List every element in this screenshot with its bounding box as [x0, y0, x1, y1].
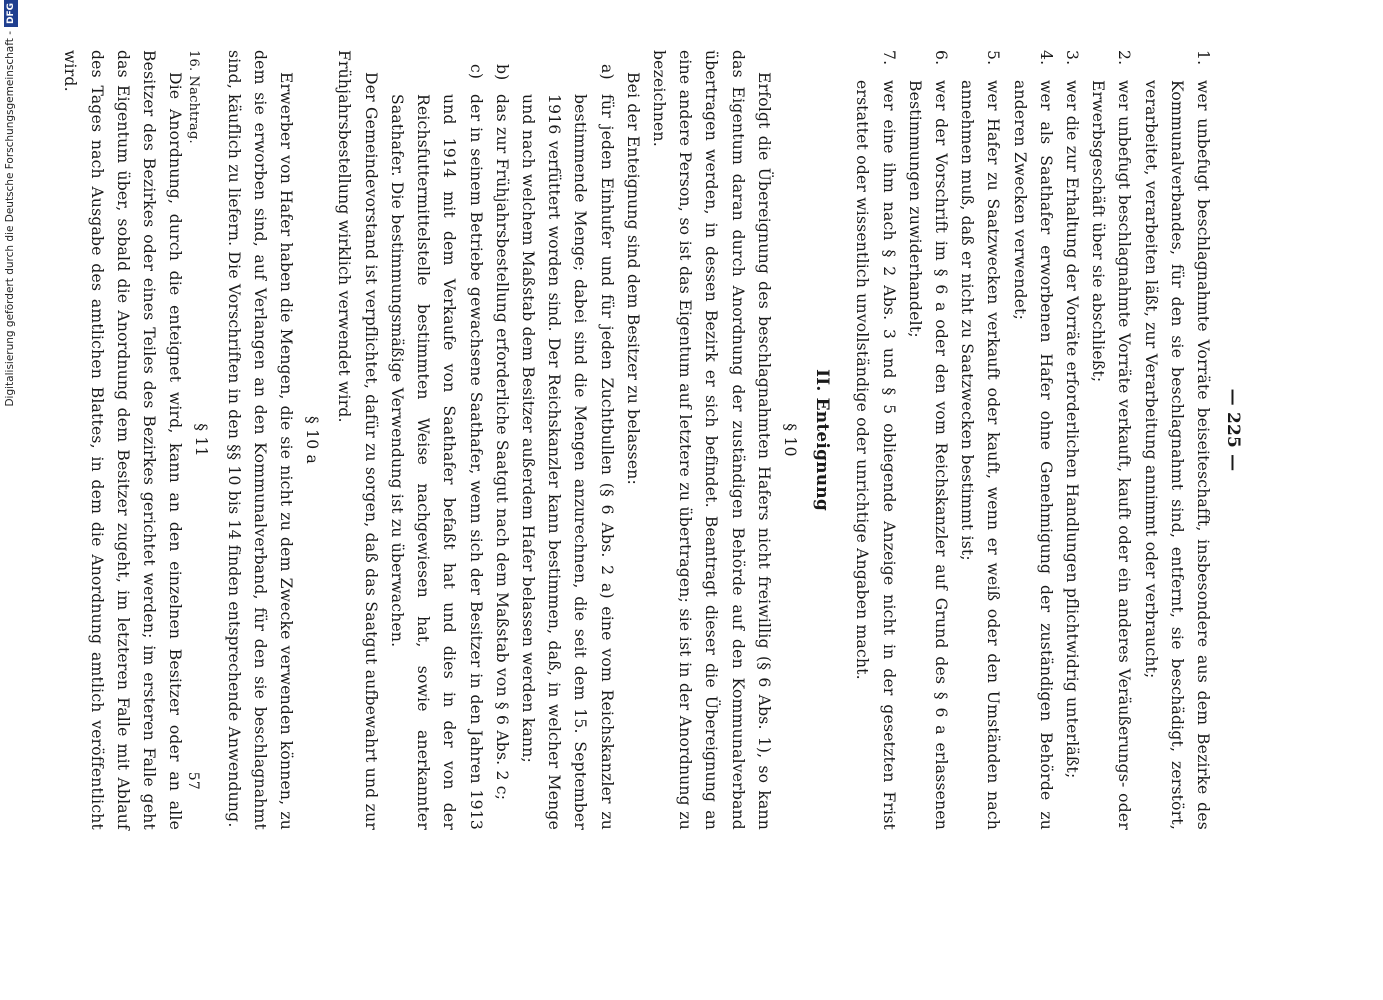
- sub-item-text: das zur Frühjahrsbestellung erforderliche Saatgut nach dem Maßstab von § 6 Abs. 2 c;: [492, 94, 511, 801]
- list-item-number: 7.: [879, 50, 898, 66]
- page-number: — 225 —: [1223, 388, 1243, 472]
- list-item-text: wer eine ihm nach § 2 Abs. 3 und § 5 obliegende Anzeige nicht in der gesetzten Frist erstattet oder wissentlich unvollständige oder unrichtige Angaben macht.: [853, 80, 898, 830]
- section-10-title: § 10: [780, 423, 799, 457]
- section-10-paragraph: Erfolgt die Übereignung des beschlagnahmten Hafers nicht freiwillig (§ 6 Abs. 1), so kann das Eigentum daran durch Anordnung der zuständigen Behörde auf den Kommunalverband übertragen werden, in dessen Bezirk er sich befindet. Beantragt dieser die Übereignung an eine andere Person, so ist das Eigentum auf letztere zu übertragen; sie ist in der Anordnung zu bezeichnen.: [649, 50, 773, 830]
- list-item-number: 5.: [984, 50, 1003, 66]
- digitization-note: [2, 0, 18, 1000]
- section-11-text: Die Anordnung, durch die enteignet wird, kann an den einzelnen Besitzer oder an alle Besitzer des Bezirkes oder eines Teiles des Bezirkes gerichtet werden; im ersteren Falle geht das Eigentum über, sobald die Anordnung dem Besitzer zugeht, im letzteren Falle mit Ablauf des Tages nach Ausgabe des amtlichen Blattes, in dem die Anordnung amtlich veröffentlicht wird.: [61, 50, 185, 830]
- section-10-paragraph-2: Der Gemeindevorstand ist verpflichtet, dafür zu sorgen, daß das Saatgut aufbewahrt und zur Frühjahrsbestellung wirklich verwendet wird.: [335, 50, 380, 830]
- sub-item-text: für jeden Einhufer und für jeden Zuchtbullen (§ 6 Abs. 2 a) eine vom Reichskanzler zu bestimmende Menge; dabei sind die Mengen anzurechnen, die seit dem 15. September 1916 verfüttert worden sind. Der Reichskanzler kann bestimmen, daß, in welcher Menge und nach welchem Maßstab dem Besitzer außerdem Hafer belassen werden kann;: [518, 94, 616, 830]
- section-10a-title: § 10 a: [303, 415, 322, 465]
- sub-item: [489, 50, 515, 830]
- list-item-number: 1.: [1194, 50, 1212, 66]
- sub-item: [384, 50, 489, 830]
- list-item-text: wer die zur Erhaltung der Vorräte erforderlichen Handlungen pflichtwidrig unterläßt;: [1062, 80, 1081, 779]
- sub-item-text: der in seinem Betriebe gewachsene Saathafer, wenn sich der Besitzer in den Jahren 1913 und 1914 mit dem Verkaufe von Saathafer befaßt hat und dies in der von der Reichsfuttermittelstelle bestimmten Weise nachgewiesen hat, sowie anerkannter Saathafer. Die bestimmungsmäßige Verwendung ist zu überwachen.: [387, 94, 485, 830]
- list-item-text: wer unbefugt beschlagnahmte Vorräte beiseiteschafft, insbesondere aus dem Bezirke des Kommunalverbandes, für den sie beschlagnahmt sind, entfernt, sie beschädigt, zerstört, verarbeitet, verarbeiten läßt, zur Verarbeitung annimmt oder verbraucht;: [1141, 80, 1212, 830]
- section-10-intro: Bei der Enteignung sind dem Besitzer zu belassen:: [623, 72, 642, 485]
- rotated-page: [61, 0, 1246, 870]
- section-10a-text: Erwerber von Hafer haben die Mengen, die sie nicht zu dem Zwecke verwenden können, zu dem sie erworben sind, auf Verlangen an den Kommunalverband, für den sie beschlagnahmt sind, käuflich zu liefern. Die Vorschriften in den §§ 10 bis 14 finden entsprechende Anwendung.: [224, 50, 296, 830]
- list-item: [849, 50, 901, 830]
- dfg-logo: DFG: [4, 0, 18, 27]
- penalty-list: [849, 50, 1216, 830]
- list-item-number: 3.: [1062, 50, 1081, 66]
- sub-item-letter: a): [597, 64, 616, 80]
- list-item: [1137, 50, 1216, 830]
- sub-item-letter: c): [466, 64, 485, 80]
- list-item-number: 6.: [931, 50, 950, 66]
- body-text: [57, 50, 1216, 830]
- footer-page-number: 57: [185, 771, 201, 790]
- sub-item: [515, 50, 620, 830]
- list-item: [954, 50, 1006, 830]
- list-item: [1085, 50, 1137, 830]
- list-item-text: wer unbefugt beschlagnahmte Vorräte verkauft, kauft oder ein anderes Veräußerungs- oder Erwerbsgeschäft über sie abschließt;: [1089, 80, 1134, 830]
- list-item: [1006, 50, 1058, 830]
- section-11-title: § 11: [192, 423, 211, 457]
- footer-supplement: 16. Nachtrag.: [186, 50, 201, 144]
- part-heading: II. Enteignung: [812, 369, 833, 511]
- digitization-text: Digitalisierung gefördert durch die Deutsche Forschungsgemeinschaft -: [4, 31, 16, 407]
- sub-item-letter: b): [492, 64, 511, 81]
- list-item-number: 2.: [1115, 50, 1134, 66]
- list-item: [1059, 50, 1085, 830]
- list-item-text: wer Hafer zu Saatzwecken verkauft oder kauft, wenn er weiß oder den Umständen nach annehmen muß, daß er nicht zu Saatzwecken bestimmt ist;: [958, 80, 1003, 830]
- list-item: [902, 50, 954, 830]
- section-10-sublist: [384, 50, 620, 830]
- page-footer: [180, 50, 206, 830]
- list-item-number: 4.: [1036, 50, 1055, 66]
- list-item-text: wer der Vorschrift im § 6 a oder den vom Reichskanzler auf Grund des § 6 a erlassenen Bestimmungen zuwiderhandelt;: [905, 80, 950, 830]
- list-item-text: wer als Saathafer erworbenen Hafer ohne Genehmigung der zuständigen Behörde zu anderen Zwecken verwendet;: [1010, 80, 1055, 830]
